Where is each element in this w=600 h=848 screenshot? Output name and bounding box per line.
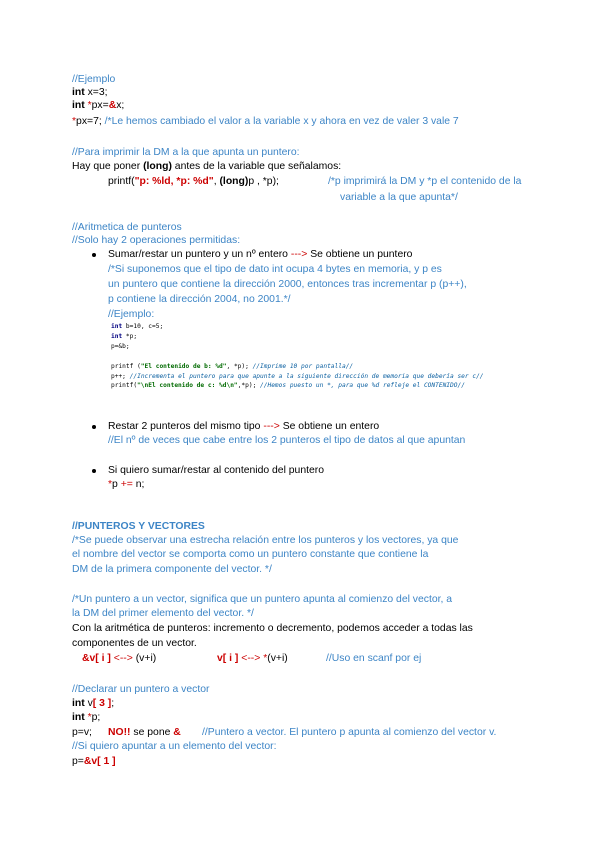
code-text: printf( bbox=[111, 382, 138, 389]
code-text: ; bbox=[111, 698, 115, 709]
index-expr: [ 3 ] bbox=[92, 698, 112, 709]
code-snippet-line-2 bbox=[111, 333, 137, 341]
code-snippet-line-1 bbox=[111, 323, 163, 331]
text: Se obtiene un puntero bbox=[307, 249, 413, 260]
ampersand-symbol: & bbox=[173, 727, 181, 738]
format-string: "p: %ld, *p: %d" bbox=[134, 176, 214, 187]
comment-bullet1-3: p contiene la dirección 2004, no 2001.*/ bbox=[108, 294, 291, 305]
comment-vectores-5: la DM del primer elemento del vector. */ bbox=[72, 608, 254, 619]
comment-ejemplo: //Ejemplo bbox=[72, 74, 116, 85]
code-snippet-line-6 bbox=[111, 382, 465, 390]
code-text: p; bbox=[91, 712, 101, 723]
comment-declarar: //Declarar un puntero a vector bbox=[72, 684, 210, 695]
code-snippet-line-3: p=&b; bbox=[111, 343, 130, 350]
arrow: <--> bbox=[238, 653, 264, 664]
comment-vectores-2: el nombre del vector se comporta como un puntero constante que contiene la bbox=[72, 549, 429, 560]
string-literal: "El contenido de b: %d" bbox=[140, 363, 227, 370]
bullet-icon bbox=[92, 425, 96, 429]
comment-bullet1-2: un puntero que contiene la dirección 2000, entonces tras incrementar p (p++), bbox=[108, 279, 467, 290]
bullet-icon bbox=[92, 469, 96, 473]
code-text: p++; bbox=[111, 373, 130, 380]
keyword: int bbox=[72, 87, 85, 98]
arrow: ---> bbox=[290, 249, 308, 260]
comment-puntero-vector: //Puntero a vector. El puntero p apunta al comienzo del vector v. bbox=[202, 727, 497, 738]
comment-scanf: //Uso en scanf por ej bbox=[326, 653, 422, 664]
code-comment: //Imprime 10 por pantalla// bbox=[252, 363, 354, 370]
keyword: int bbox=[111, 333, 123, 340]
comment-imprimir-dm: //Para imprimir la DM a la que apunta un puntero: bbox=[72, 147, 300, 158]
index-expr: v[ i ] bbox=[217, 653, 239, 664]
operator: += bbox=[120, 479, 133, 490]
cast-long: (long) bbox=[143, 161, 172, 172]
code-snippet-line-4 bbox=[111, 363, 353, 371]
code-p-eq-v1 bbox=[72, 755, 116, 768]
comment-printf-2: variable a la que apunta*/ bbox=[340, 192, 458, 203]
pointer-symbol: * bbox=[72, 116, 77, 127]
address-expr: &v[ i ] bbox=[82, 653, 111, 664]
code-text: px= bbox=[91, 100, 109, 111]
code-p-eq-v bbox=[72, 726, 92, 739]
code-text: , *p); bbox=[226, 363, 253, 370]
code-printf-dm bbox=[108, 175, 279, 188]
comment-aritmetica: //Aritmetica de punteros bbox=[72, 222, 182, 233]
code-line-px-7 bbox=[72, 115, 459, 128]
code-comment: //Hemos puesto un *, para que %d refleje el CONTENIDO// bbox=[260, 382, 465, 389]
comment-bullet1-1: /*Si suponemos que el tipo de dato int ocupa 4 bytes en memoria, y p es bbox=[108, 264, 442, 275]
arrow: <--> bbox=[110, 653, 136, 664]
code-text: (v+i) bbox=[135, 653, 157, 664]
bullet-icon bbox=[92, 253, 96, 257]
code-text: px=7; bbox=[76, 116, 102, 127]
text: Restar 2 punteros del mismo tipo bbox=[108, 421, 264, 432]
warning-text: NO!! bbox=[108, 727, 131, 738]
code-text: x=3; bbox=[84, 87, 108, 98]
equivalence-deref bbox=[217, 652, 288, 665]
text-aritmetica-1: Con la aritmética de punteros: incremento o decremento, podemos acceder a todas las bbox=[72, 623, 473, 634]
equivalence-ampersand bbox=[82, 652, 156, 665]
code-text: ,*p); bbox=[237, 382, 261, 389]
code-text: printf ( bbox=[111, 363, 141, 370]
text: Hay que poner bbox=[72, 161, 144, 172]
code-text: b=10, c=5; bbox=[122, 323, 164, 330]
comment-printf-1: /*p imprimirá la DM y *p el contenido de la bbox=[328, 176, 522, 187]
comment-ejemplo-2: //Ejemplo: bbox=[108, 309, 155, 320]
code-text: (v+i) bbox=[267, 653, 288, 664]
string-literal: "\nEl contenido de c: %d\n" bbox=[137, 382, 238, 389]
text-hay-que-poner bbox=[72, 160, 341, 173]
text: se pone bbox=[130, 727, 174, 738]
comment-bullet2: //El nº de veces que cabe entre los 2 punteros el tipo de datos al que apuntan bbox=[108, 435, 466, 446]
keyword: int bbox=[111, 323, 123, 330]
cast-long: (long) bbox=[219, 176, 249, 187]
code-text: *p; bbox=[122, 333, 138, 340]
code-text: p bbox=[112, 479, 121, 490]
code-text: n; bbox=[132, 479, 145, 490]
code-text: v bbox=[84, 698, 93, 709]
pointer-symbol: * bbox=[84, 712, 92, 723]
comment-solo-2-ops: //Solo hay 2 operaciones permitidas: bbox=[72, 235, 241, 246]
text-aritmetica-2: componentes de un vector. bbox=[72, 638, 197, 649]
keyword: int bbox=[72, 100, 85, 111]
code-line-int-x bbox=[72, 86, 108, 99]
bullet-sumar-contenido: Si quiero sumar/restar al contenido del puntero bbox=[108, 465, 325, 476]
keyword: int bbox=[72, 712, 85, 723]
comment-vectores-4: /*Un puntero a un vector, significa que un puntero apunta al comienzo del vector, a bbox=[72, 594, 453, 605]
code-text: , bbox=[213, 176, 220, 187]
code-text: x; bbox=[116, 100, 125, 111]
comment-vectores-3: DM de la primera componente del vector. */ bbox=[72, 564, 272, 575]
pointer-symbol: * bbox=[263, 653, 268, 664]
code-int-p bbox=[72, 711, 100, 724]
bullet-sumar-restar bbox=[108, 248, 412, 261]
bullet-restar-punteros bbox=[108, 420, 379, 433]
address-expr: &v[ 1 ] bbox=[83, 756, 116, 767]
code-line-int-px bbox=[72, 99, 124, 112]
inline-comment: /*Le hemos cambiado el valor a la variable x y ahora en vez de valer 3 vale 7 bbox=[101, 116, 459, 127]
arrow: ---> bbox=[263, 421, 280, 432]
code-text: p= bbox=[72, 756, 84, 767]
code-int-v3 bbox=[72, 697, 114, 710]
code-snippet-line-5 bbox=[111, 373, 484, 381]
pointer-symbol: * bbox=[84, 100, 92, 111]
code-text: p=v; bbox=[72, 727, 92, 738]
comment-apuntar-elemento: //Si quiero apuntar a un elemento del vector: bbox=[72, 741, 277, 752]
warning-no-ampersand bbox=[108, 726, 181, 739]
code-text: p , *p); bbox=[248, 176, 279, 187]
ampersand-symbol: & bbox=[108, 100, 117, 111]
comment-vectores-1: /*Se puede observar una estrecha relación entre los punteros y los vectores, ya que bbox=[72, 535, 459, 546]
code-p-plus-n bbox=[108, 478, 144, 491]
text: Sumar/restar un puntero y un nº entero bbox=[108, 249, 291, 260]
keyword: int bbox=[72, 698, 85, 709]
text: Se obtiene un entero bbox=[279, 421, 380, 432]
text: antes de la variable que señalamos: bbox=[171, 161, 342, 172]
pointer-symbol: * bbox=[108, 479, 113, 490]
code-comment: //Incrementa el puntero para que apunte a la siguiente dirección de memoria que debería ser c// bbox=[129, 373, 484, 380]
section-title-punteros-vectores: //PUNTEROS Y VECTORES bbox=[72, 521, 205, 532]
code-text: printf( bbox=[108, 176, 135, 187]
